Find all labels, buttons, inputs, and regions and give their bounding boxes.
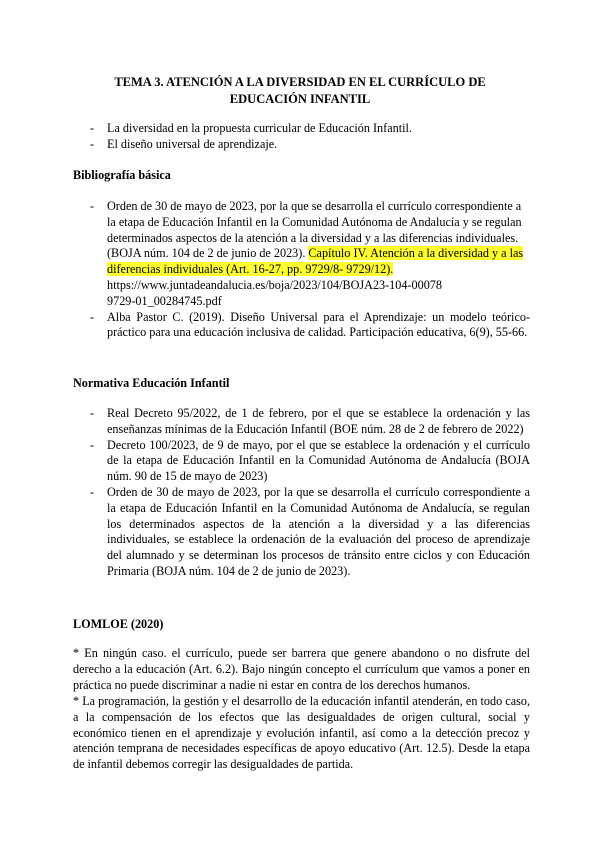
boja-url-link[interactable]: https://www.juntadeandalucia.es/boja/2023/104/BOJA23-104-00078 bbox=[107, 277, 442, 292]
normativa-item: - Orden de 30 de mayo de 2023, por la que se desarrolla el currículo correspondiente a la etapa de Educación Infantil en la Comunidad Autónoma de Andalucía, se regulan los determinados aspectos de la atención a la diversidad y a las diferencias individuales, se establece la ordenación de la evaluación del proceso de aprendizaje del alumnado y se determinan los procesos de tránsito entre ciclos y con Educación Primaria (BOJA núm. 104 de 2 de junio de 2023). bbox=[90, 485, 530, 580]
lomloe-paragraph-2: * La programación, la gestión y el desarrollo de la educación infantil atenderán, en todo caso, a la compensación de los efectos que las desigualdades de origen cultural, social y económico tienen en el aprendizaje y evolución infantil, así como a la detección precoz y atención temprana de necesidades específicas de apoyo educativo (Art. 12.5). Desde la etapa de infantil debemos corregir las desigualdades de partida. bbox=[73, 694, 530, 772]
topics-list bbox=[90, 121, 530, 153]
normativa-item: - Decreto 100/2023, de 9 de mayo, por el que se establece la ordenación y el currículo de la etapa de Educación Infantil en la Comunidad Autónoma de Andalucía (BOJA núm. 90 de 15 de mayo de 2023) bbox=[90, 438, 530, 485]
title-line-2: EDUCACIÓN INFANTIL bbox=[229, 91, 371, 106]
title-line-1: TEMA 3. ATENCIÓN A LA DIVERSIDAD EN EL CURRÍCULO DE bbox=[114, 75, 486, 89]
document-title bbox=[70, 74, 530, 107]
topic-item: - La diversidad en la propuesta curricular de Educación Infantil. bbox=[90, 121, 530, 137]
bibliografia-list bbox=[90, 199, 530, 341]
bibliografia-item bbox=[90, 199, 530, 310]
bibliografia-heading: Bibliografía básica bbox=[73, 168, 171, 182]
normativa-heading: Normativa Educación Infantil bbox=[73, 376, 230, 390]
highlighted-chapter-reference: Capítulo IV. Atención a la diversidad y a las diferencias individuales (Art. 16-27, pp. 9729/8- 9729/12). bbox=[107, 246, 524, 277]
normativa-list bbox=[90, 406, 530, 580]
bibliografia-item-text: Orden de 30 de mayo de 2023, por la que se desarrolla el currículo correspondiente a la etapa de Educación Infantil en la Comunidad Autónoma de Andalucía y se regulan determinados aspectos de la atención a la diversidad y a las diferencias individuales. (BOJA núm. 104 de 2 de junio de 2023). bbox=[107, 199, 522, 261]
lomloe-heading: LOMLOE (2020) bbox=[73, 617, 164, 631]
topic-item: - El diseño universal de aprendizaje. bbox=[90, 137, 530, 153]
lomloe-paragraph-1: * En ningún caso. el currículo, puede ser barrera que genere abandono o no disfrute del derecho a la educación (Art. 6.2). Bajo ningún concepto el currículum que vamos a poner en práctica no puede discriminar a nadie ni estar en contra de los derechos humanos. bbox=[73, 646, 530, 692]
boja-url-link-continued[interactable]: 9729-01_00284745.pdf bbox=[107, 293, 222, 308]
normativa-item: - Real Decreto 95/2022, de 1 de febrero, por el que se establece la ordenación y las enseñanzas mínimas de la Educación Infantil (BOE núm. 28 de 2 de febrero de 2022) bbox=[90, 406, 530, 438]
bibliografia-item: - Alba Pastor C. (2019). Diseño Universal para el Aprendizaje: un modelo teórico-práctico para una educación inclusiva de calidad. Participación educativa, 6(9), 55-66. bbox=[90, 310, 530, 342]
